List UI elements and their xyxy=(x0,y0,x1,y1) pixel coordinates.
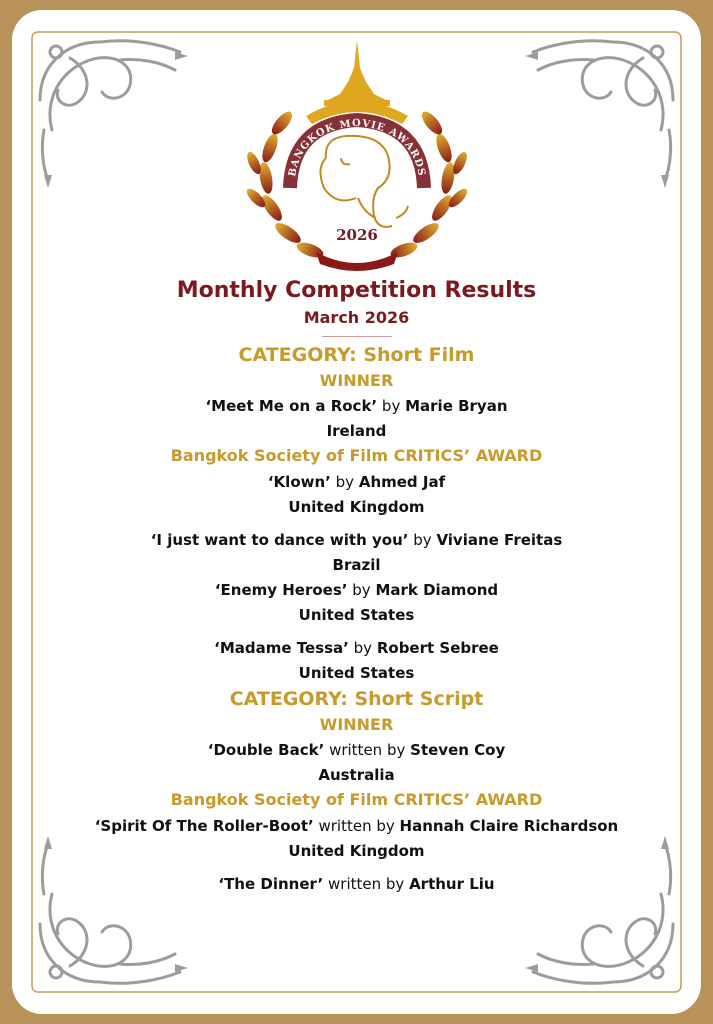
entry-country: United Kingdom xyxy=(288,498,425,516)
entry-author: Arthur Liu xyxy=(409,875,495,893)
entry-author: Robert Sebree xyxy=(376,639,499,657)
svg-text:BANGKOK MOVIE AWARDS xyxy=(287,118,427,178)
winner-label: WINNER xyxy=(319,371,394,390)
entry-joiner: by xyxy=(335,473,355,491)
entry-author: Ahmed Jaf xyxy=(358,473,446,491)
category-heading: CATEGORY: Short Script xyxy=(229,688,484,710)
entry-title: ‘Double Back’ xyxy=(207,741,325,759)
entry-country: United States xyxy=(298,606,415,624)
entry-country: Ireland xyxy=(326,422,387,440)
award-entry xyxy=(40,635,673,661)
award-heading: Bangkok Society of Film CRITICS’ AWARD xyxy=(170,446,543,465)
entry-author: Hannah Claire Richardson xyxy=(399,817,619,835)
entry-title: ‘Spirit Of The Roller-Boot’ xyxy=(94,817,314,835)
award-entry xyxy=(40,527,673,553)
entry-author: Marie Bryan xyxy=(405,397,508,415)
entry-author: Steven Coy xyxy=(410,741,506,759)
logo-arc-text: BANGKOK MOVIE AWARDS xyxy=(287,117,427,178)
entry-author: Viviane Freitas xyxy=(436,531,563,549)
winner-entry xyxy=(40,737,673,763)
entry-country: United Kingdom xyxy=(288,842,425,860)
entry-joiner: by xyxy=(353,639,373,657)
bangkok-movie-awards-logo xyxy=(246,38,468,274)
award-entry xyxy=(40,871,673,897)
category-heading: CATEGORY: Short Film xyxy=(238,344,475,366)
entry-title: ‘Klown’ xyxy=(267,473,331,491)
entry-joiner: by xyxy=(352,581,371,599)
entry-author: Mark Diamond xyxy=(375,581,499,599)
entry-joiner: written by xyxy=(329,741,406,759)
entry-title: ‘Meet Me on a Rock’ xyxy=(205,397,378,415)
title-divider xyxy=(322,336,392,337)
award-entry xyxy=(40,813,673,839)
winner-label: WINNER xyxy=(319,715,394,734)
month-subtitle: March 2026 xyxy=(303,308,410,327)
entry-title: ‘Madame Tessa’ xyxy=(214,639,349,657)
award-heading: Bangkok Society of Film CRITICS’ AWARD xyxy=(170,790,543,809)
page-title: Monthly Competition Results xyxy=(176,278,537,303)
entry-title: ‘Enemy Heroes’ xyxy=(214,581,348,599)
entry-country: Brazil xyxy=(332,556,381,574)
entry-joiner: written by xyxy=(328,875,405,893)
winner-entry xyxy=(40,393,673,419)
entry-title: ‘I just want to dance with you’ xyxy=(150,531,409,549)
corner-ornament-icon xyxy=(523,30,683,190)
logo-year: 2026 xyxy=(336,226,378,244)
entry-title: ‘The Dinner’ xyxy=(218,875,324,893)
entry-country: United States xyxy=(298,664,415,682)
entry-joiner: by xyxy=(381,397,401,415)
entry-country: Australia xyxy=(318,766,395,784)
entry-joiner: by xyxy=(413,531,432,549)
entry-joiner: written by xyxy=(318,817,395,835)
results-content xyxy=(40,276,673,897)
award-entry xyxy=(40,577,673,603)
corner-ornament-icon xyxy=(30,30,190,190)
award-entry xyxy=(40,469,673,495)
